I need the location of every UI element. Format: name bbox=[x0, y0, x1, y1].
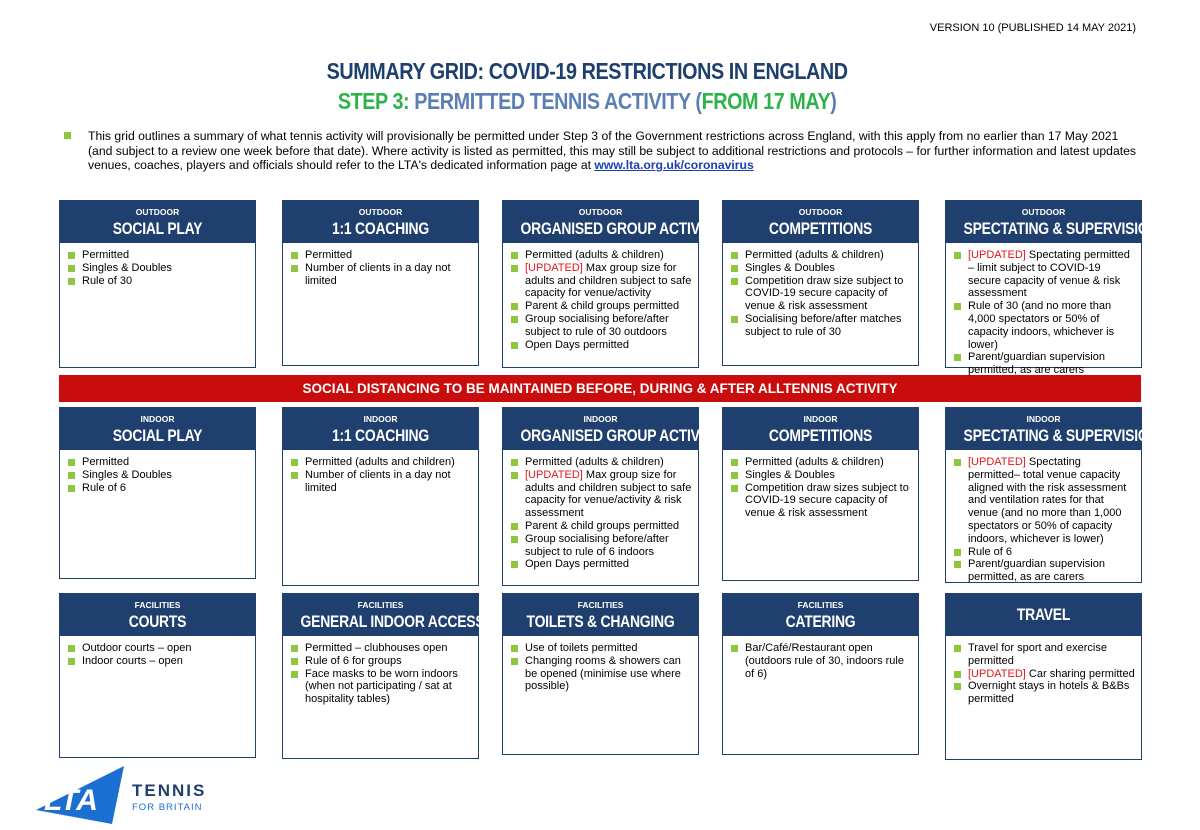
lta-logo bbox=[36, 766, 236, 826]
card-header bbox=[503, 201, 721, 243]
indoor-card-2 bbox=[282, 407, 479, 586]
item-text: Singles & Doubles bbox=[82, 468, 172, 481]
list-item bbox=[291, 469, 472, 495]
item-text: Max group size for adults and children subject to safe capacity for venue/activity bbox=[525, 261, 692, 300]
indoor-card-5 bbox=[945, 407, 1159, 584]
list-item bbox=[68, 275, 249, 288]
card-kicker: INDOOR bbox=[803, 414, 838, 424]
facilities-card-4 bbox=[722, 593, 919, 755]
card-title: 1:1 COACHING bbox=[332, 426, 429, 445]
list-item bbox=[511, 339, 692, 352]
list-item bbox=[731, 482, 912, 520]
item-text: Indoor courts – open bbox=[82, 654, 183, 667]
item-text: Rule of 6 for groups bbox=[305, 654, 402, 667]
item-text: Use of toilets permitted bbox=[525, 642, 638, 654]
item-text: Parent/guardian supervision permitted, as are carers bbox=[968, 351, 1105, 377]
card-list bbox=[60, 450, 255, 500]
card-list bbox=[60, 636, 255, 674]
item-text: Group socialising before/after subject to rule of 6 indoors bbox=[525, 532, 669, 558]
card-title: SOCIAL PLAY bbox=[112, 219, 203, 238]
list-item bbox=[68, 262, 249, 275]
item-text: Spectating permitted – limit subject to COVID-19 secure capacity of venue & risk assessment bbox=[968, 249, 1130, 300]
card-kicker: INDOOR bbox=[1026, 414, 1061, 424]
item-text: Rule of 6 bbox=[968, 545, 1013, 558]
card-kicker: OUTDOOR bbox=[1021, 207, 1066, 217]
info-link[interactable]: www.lta.org.uk/coronavirus bbox=[594, 158, 754, 172]
card-title: ORGANISED GROUP ACTIVITY bbox=[520, 219, 721, 238]
item-text: Changing rooms & showers can be opened (minimise use where possible) bbox=[525, 654, 681, 693]
list-item bbox=[731, 262, 912, 275]
version-label: VERSION 10 (PUBLISHED 14 MAY 2021) bbox=[929, 22, 1136, 34]
card-title: TRAVEL bbox=[1016, 605, 1071, 624]
card-list bbox=[723, 450, 918, 526]
facilities-card-1 bbox=[59, 593, 256, 758]
item-text: Socialising before/after matches subject to rule of 30 bbox=[745, 312, 902, 338]
list-item bbox=[511, 520, 692, 533]
list-item bbox=[731, 469, 912, 482]
card-header bbox=[723, 201, 918, 243]
list-item bbox=[291, 262, 472, 288]
list-item bbox=[291, 456, 472, 469]
item-text: Parent & child groups permitted bbox=[525, 519, 680, 532]
list-item bbox=[731, 275, 912, 313]
card-list bbox=[946, 243, 1141, 383]
card-header bbox=[946, 201, 1159, 243]
item-text: Singles & Doubles bbox=[745, 261, 835, 274]
list-item bbox=[511, 456, 692, 469]
card-header bbox=[283, 594, 485, 636]
intro-text: This grid outlines a summary of what tennis activity will provisionally be permitted under Step 3 of the Government restrictions across England, with this apply from no earlier than 17 May 2021 (and subject to a review one week before that date). Where activity is listed as permitted, this may still be subject to additional restrictions and protocols – for further information and latest updates venues, coaches, players and officials should refer to the LTA's dedicated information page at bbox=[88, 129, 1136, 172]
outdoor-card-5 bbox=[945, 200, 1159, 377]
card-list bbox=[283, 243, 478, 293]
card-list bbox=[503, 636, 698, 699]
card-list bbox=[503, 450, 698, 577]
card-list bbox=[283, 450, 478, 500]
list-item bbox=[291, 668, 472, 706]
item-text: Permitted bbox=[82, 249, 130, 261]
item-text: Outdoor courts – open bbox=[82, 642, 192, 654]
card-header bbox=[60, 201, 255, 243]
card-header bbox=[503, 408, 721, 450]
page-title: SUMMARY GRID: COVID-19 RESTRICTIONS IN ENGLAND bbox=[326, 58, 848, 84]
card-kicker: OUTDOOR bbox=[578, 207, 623, 217]
item-text: Face masks to be worn indoors (when not participating / sat at hospitality tables) bbox=[305, 667, 458, 706]
card-list bbox=[946, 636, 1141, 712]
card-kicker: INDOOR bbox=[140, 414, 175, 424]
item-text: Permitted (adults & children) bbox=[525, 456, 664, 468]
list-item bbox=[954, 456, 1135, 546]
outdoor-card-1 bbox=[59, 200, 256, 368]
card-title: COMPETITIONS bbox=[768, 426, 873, 445]
card-header bbox=[283, 408, 478, 450]
item-text: Open Days permitted bbox=[525, 338, 629, 351]
item-text: Rule of 30 bbox=[82, 274, 133, 287]
card-title: SPECTATING & SUPERVISION bbox=[963, 426, 1159, 445]
intro-paragraph bbox=[64, 129, 1144, 173]
item-text: Competition draw size subject to COVID-19 secure capacity of venue & risk assessment bbox=[745, 274, 904, 313]
subtitle-date: FROM 17 MAY bbox=[701, 88, 831, 114]
card-kicker: FACILITIES bbox=[577, 600, 624, 610]
card-list bbox=[723, 636, 918, 686]
list-item bbox=[731, 642, 912, 680]
card-kicker: INDOOR bbox=[583, 414, 618, 424]
card-kicker: OUTDOOR bbox=[798, 207, 843, 217]
list-item bbox=[731, 249, 912, 262]
list-item bbox=[68, 482, 249, 495]
item-text: Bar/Café/Restaurant open (outdoors rule of 30, indoors rule of 6) bbox=[745, 642, 904, 680]
item-text: Number of clients in a day not limited bbox=[305, 261, 451, 287]
subtitle-step: STEP 3: bbox=[337, 88, 410, 114]
list-item bbox=[511, 313, 692, 339]
card-list bbox=[723, 243, 918, 345]
updated-tag: [UPDATED] bbox=[525, 261, 583, 274]
updated-tag: [UPDATED] bbox=[968, 249, 1026, 261]
item-text: Rule of 6 bbox=[82, 481, 127, 494]
card-title: CATERING bbox=[785, 612, 856, 631]
card-kicker: OUTDOOR bbox=[135, 207, 180, 217]
list-item bbox=[511, 300, 692, 313]
item-text: Competition draw sizes subject to COVID-19 secure capacity of venue & risk assessment bbox=[745, 481, 909, 520]
bullet-icon bbox=[64, 132, 71, 139]
item-text: Travel for sport and exercise permitted bbox=[968, 642, 1107, 667]
item-text: Parent & child groups permitted bbox=[525, 300, 680, 313]
facilities-card-3 bbox=[502, 593, 699, 755]
logo-line1: TENNIS bbox=[132, 781, 207, 800]
item-text: Singles & Doubles bbox=[82, 261, 172, 274]
list-item bbox=[511, 249, 692, 262]
list-item bbox=[68, 469, 249, 482]
list-item bbox=[511, 262, 692, 300]
outdoor-card-3 bbox=[502, 200, 721, 368]
item-text: Spectating permitted– total venue capacity aligned with the risk assessment and ventilation rates for that venue (and no more than 1,000 spectators or 50% of capacity indoors, whichever is lower) bbox=[968, 456, 1127, 545]
subtitle-close: ) bbox=[830, 88, 837, 114]
card-title: ORGANISED GROUP ACTIVITY bbox=[520, 426, 721, 445]
item-text: Number of clients in a day not limited bbox=[305, 468, 451, 494]
list-item bbox=[731, 313, 912, 339]
item-text: Car sharing permitted bbox=[1025, 667, 1135, 680]
list-item bbox=[954, 680, 1135, 706]
subtitle-main: PERMITTED TENNIS ACTIVITY ( bbox=[409, 88, 702, 114]
card-header bbox=[503, 594, 698, 636]
item-text: Permitted (adults and children) bbox=[305, 456, 455, 468]
card-list bbox=[946, 450, 1141, 590]
updated-tag: [UPDATED] bbox=[968, 667, 1026, 680]
item-text: Overnight stays in hotels & B&Bs permitted bbox=[968, 680, 1130, 706]
card-header bbox=[946, 408, 1159, 450]
item-text: Group socialising before/after subject to rule of 30 outdoors bbox=[525, 312, 669, 338]
card-title: TOILETS & CHANGING bbox=[526, 612, 675, 631]
item-text: Permitted bbox=[305, 249, 353, 261]
outdoor-card-2 bbox=[282, 200, 479, 366]
logo-line2: FOR BRITAIN bbox=[132, 802, 203, 813]
card-header bbox=[60, 594, 255, 636]
facilities-card-2 bbox=[282, 593, 485, 759]
item-text: Open Days permitted bbox=[525, 558, 629, 571]
list-item bbox=[954, 300, 1135, 351]
card-header bbox=[723, 594, 918, 636]
list-item bbox=[954, 546, 1135, 559]
card-title: SPECTATING & SUPERVISION bbox=[963, 219, 1159, 238]
list-item bbox=[511, 642, 692, 655]
list-item bbox=[68, 249, 249, 262]
card-title: SOCIAL PLAY bbox=[112, 426, 203, 445]
indoor-card-3 bbox=[502, 407, 721, 586]
item-text: Permitted (adults & children) bbox=[525, 249, 664, 261]
item-text: Rule of 30 (and no more than 4,000 spectators or 50% of capacity indoors, whichever is lower) bbox=[968, 300, 1115, 351]
card-title: GENERAL INDOOR ACCESS bbox=[300, 612, 485, 631]
item-text: Parent/guardian supervision permitted, as are carers bbox=[968, 558, 1105, 584]
updated-tag: [UPDATED] bbox=[968, 456, 1026, 468]
list-item bbox=[954, 249, 1135, 300]
card-header bbox=[283, 201, 478, 243]
list-item bbox=[291, 249, 472, 262]
card-kicker: FACILITIES bbox=[797, 600, 844, 610]
facilities-card-5 bbox=[945, 593, 1142, 760]
list-item bbox=[68, 456, 249, 469]
item-text: Max group size for adults and children subject to safe capacity for venue/activity & risk assessment bbox=[525, 468, 692, 520]
list-item bbox=[954, 351, 1135, 377]
card-title: 1:1 COACHING bbox=[332, 219, 429, 238]
list-item bbox=[511, 469, 692, 520]
list-item bbox=[68, 642, 249, 655]
card-kicker: OUTDOOR bbox=[358, 207, 403, 217]
indoor-card-4 bbox=[722, 407, 919, 581]
list-item bbox=[954, 558, 1135, 584]
updated-tag: [UPDATED] bbox=[525, 468, 583, 481]
card-list bbox=[60, 243, 255, 293]
card-list bbox=[503, 243, 698, 357]
card-title: COURTS bbox=[128, 612, 187, 631]
card-kicker: INDOOR bbox=[363, 414, 398, 424]
item-text: Singles & Doubles bbox=[745, 468, 835, 481]
page-subtitle bbox=[84, 88, 1090, 115]
card-header bbox=[60, 408, 255, 450]
list-item bbox=[954, 642, 1135, 668]
list-item bbox=[291, 655, 472, 668]
list-item bbox=[511, 655, 692, 693]
list-item bbox=[511, 558, 692, 571]
card-header bbox=[946, 594, 1141, 636]
indoor-card-1 bbox=[59, 407, 256, 579]
card-list bbox=[283, 636, 478, 712]
list-item bbox=[291, 642, 472, 655]
card-kicker: FACILITIES bbox=[357, 600, 404, 610]
item-text: Permitted – clubhouses open bbox=[305, 642, 448, 654]
item-text: Permitted bbox=[82, 456, 130, 468]
item-text: Permitted (adults & children) bbox=[745, 456, 884, 468]
list-item bbox=[511, 533, 692, 559]
card-title: COMPETITIONS bbox=[768, 219, 873, 238]
item-text: Permitted (adults & children) bbox=[745, 249, 884, 261]
list-item bbox=[731, 456, 912, 469]
outdoor-card-4 bbox=[722, 200, 919, 366]
card-header bbox=[723, 408, 918, 450]
logo-mark: LTA bbox=[44, 784, 98, 817]
list-item bbox=[68, 655, 249, 668]
list-item bbox=[954, 668, 1135, 681]
card-kicker: FACILITIES bbox=[134, 600, 181, 610]
distancing-banner: SOCIAL DISTANCING TO BE MAINTAINED BEFORE, DURING & AFTER ALLTENNIS ACTIVITY bbox=[59, 375, 1141, 402]
